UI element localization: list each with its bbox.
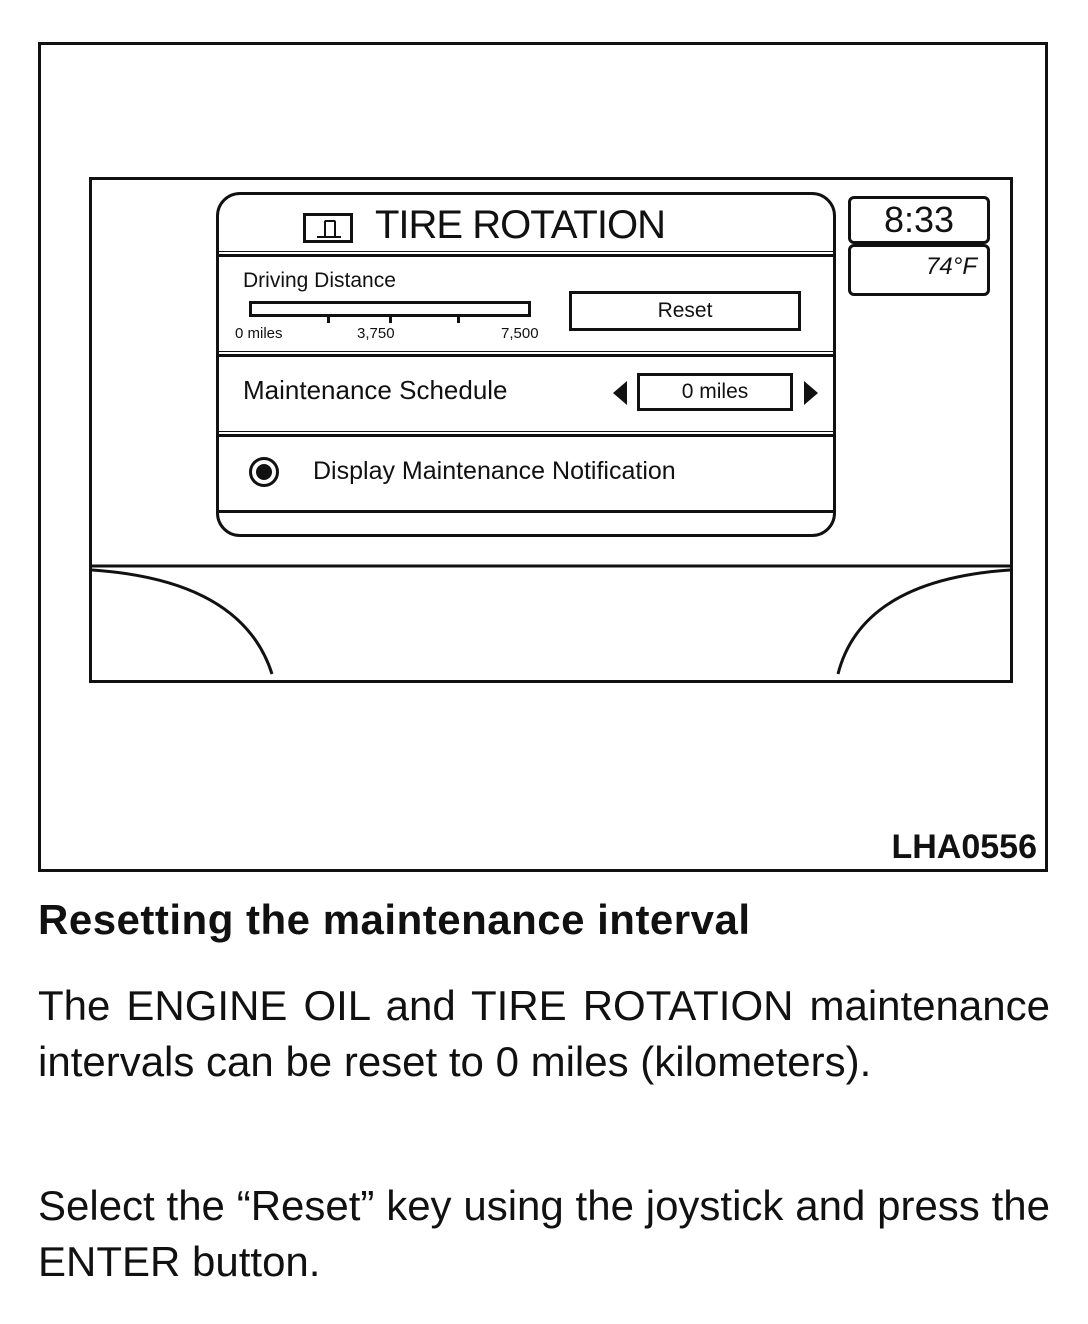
- toggle-indicator: [256, 464, 272, 480]
- tick-label-end: 7,500: [501, 325, 539, 342]
- progress-tick: [327, 317, 330, 323]
- maintenance-schedule-label: Maintenance Schedule: [243, 375, 508, 405]
- progress-tick: [457, 317, 460, 323]
- figure-id-label: LHA0556: [891, 828, 1037, 866]
- paragraph-select-reset: Select the “Reset” key using the joystick and press the ENTER button.: [38, 1182, 1050, 1285]
- left-arc: [92, 570, 272, 674]
- section-heading: Resetting the maintenance interval: [38, 896, 751, 943]
- temperature-display: 74°F: [848, 244, 990, 296]
- driving-distance-label: Driving Distance: [243, 269, 396, 292]
- arrow-right-icon[interactable]: [804, 381, 818, 405]
- dialog-header: [219, 195, 833, 257]
- notification-label: Display Maintenance Notification: [313, 457, 676, 485]
- clock-display: 8:33: [848, 196, 990, 244]
- dialog-title: TIRE ROTATION: [375, 203, 665, 247]
- arrow-left-icon[interactable]: [613, 381, 627, 405]
- notification-toggle[interactable]: [249, 457, 279, 487]
- maintenance-schedule-section: [219, 357, 833, 437]
- paragraph-reset-intervals: The ENGINE OIL and TIRE ROTATION maintenance intervals can be reset to 0 miles (kilometers).: [38, 982, 1050, 1085]
- notification-section: [219, 437, 833, 513]
- tire-icon: [303, 213, 353, 243]
- driving-distance-section: [219, 257, 833, 357]
- figure-frame: [38, 42, 1048, 872]
- tick-label-mid: 3,750: [357, 325, 395, 342]
- progress-tick: [389, 317, 392, 323]
- driving-distance-progress-bar: [249, 301, 531, 317]
- tick-label-start: 0 miles: [235, 325, 283, 342]
- schedule-value-field[interactable]: 0 miles: [637, 373, 793, 411]
- tire-rotation-dialog: [216, 192, 836, 537]
- reset-button[interactable]: Reset: [569, 291, 801, 331]
- navigation-screen: [89, 177, 1013, 683]
- right-arc: [838, 570, 1010, 674]
